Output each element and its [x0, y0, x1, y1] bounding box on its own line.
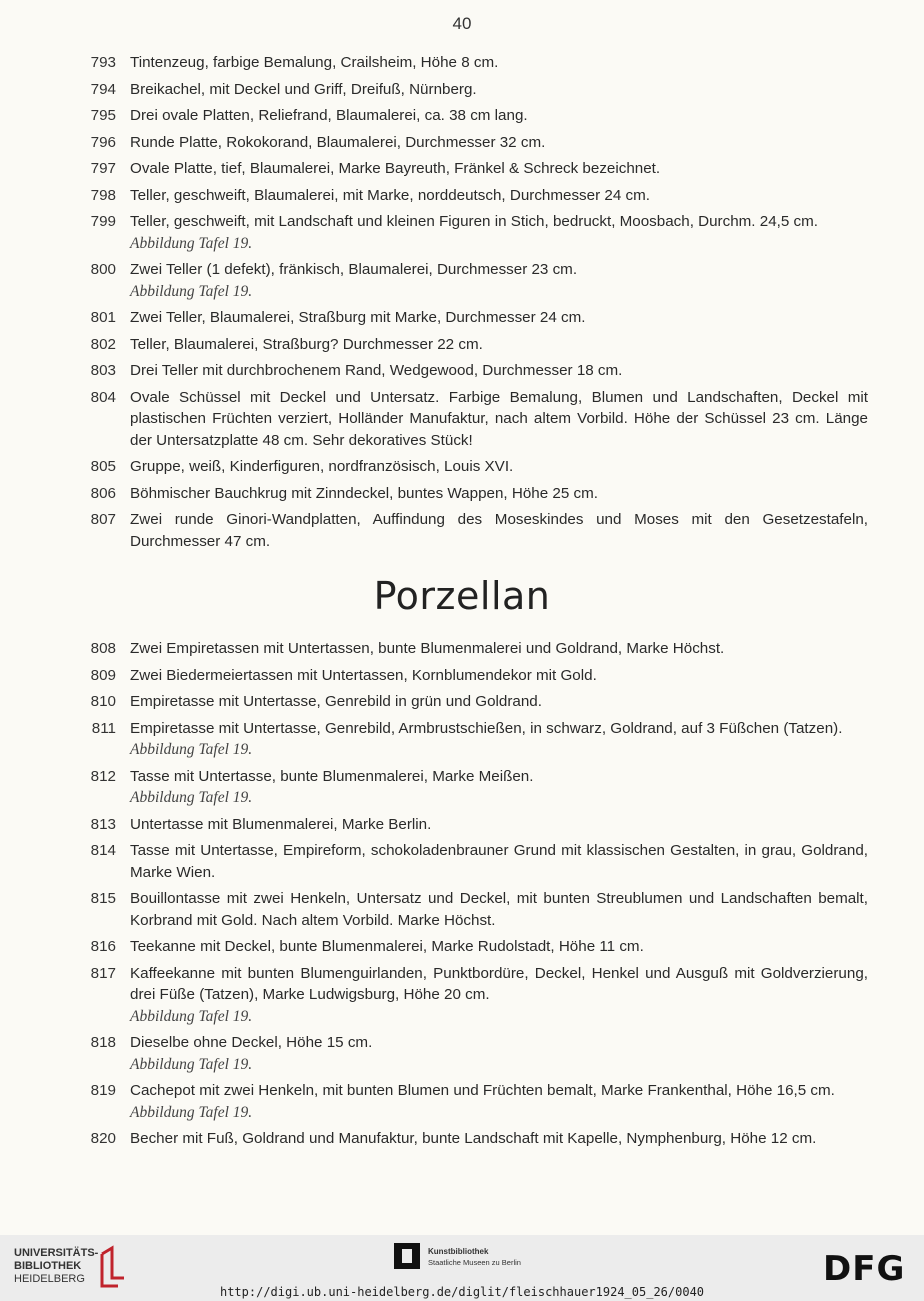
- entry-body: [130, 158, 868, 180]
- entry-plate-reference: Abbildung Tafel 19.: [130, 789, 253, 806]
- entry-description: Breikachel, mit Deckel und Griff, Dreifuß, Nürnberg.: [130, 80, 477, 98]
- catalog-entry: [0, 814, 924, 836]
- catalog-entry: [0, 132, 924, 154]
- entry-description: Zwei Teller (1 defekt), fränkisch, Blaumalerei, Durchmesser 23 cm.: [130, 261, 578, 278]
- entry-body: [130, 387, 868, 452]
- catalog-entry: [0, 456, 924, 478]
- entries-porcelain: [0, 638, 924, 1150]
- entry-number: 819: [90, 1082, 116, 1099]
- section-heading: Porzellan: [373, 574, 551, 618]
- catalog-entry: [0, 1032, 924, 1075]
- entry-number: 804: [90, 388, 116, 406]
- entry-description: Tasse mit Untertasse, Empireform, schokoladenbrauner Grund mit klassischen Gestalten, in grau, Goldrand, Marke Wien.: [130, 842, 868, 881]
- entry-plate-reference: Abbildung Tafel 19.: [130, 1007, 253, 1025]
- entry-description: Zwei runde Ginori-Wandplatten, Auffindung des Moseskindes und Moses mit den Gesetzestafeln, Durchmesser 47 cm.: [130, 511, 868, 550]
- entry-body: [130, 1128, 868, 1150]
- entry-description: Empiretasse mit Untertasse, Genrebild in grün und Goldrand.: [130, 693, 542, 710]
- entry-body: [130, 766, 868, 809]
- dfg-logo[interactable]: DFG: [823, 1249, 906, 1289]
- catalog-entry: [0, 638, 924, 660]
- entry-number: 800: [90, 261, 116, 278]
- catalog-entry: [0, 158, 924, 180]
- entry-description: Zwei Empiretassen mit Untertassen, bunte Blumenmalerei und Goldrand, Marke Höchst.: [130, 640, 725, 657]
- entry-body: [130, 334, 868, 356]
- entry-number: 799: [90, 213, 116, 230]
- entry-body: [130, 509, 868, 552]
- entry-body: [130, 691, 868, 713]
- entry-body: [130, 132, 868, 154]
- entry-number: 813: [90, 815, 116, 833]
- catalog-entry: [0, 1080, 924, 1123]
- kunstbibliothek-label: [428, 1246, 521, 1268]
- uni-logo-line: HEIDELBERG: [14, 1273, 85, 1285]
- entry-description: Ovale Schüssel mit Deckel und Untersatz. Farbige Bemalung, Blumen und Landschaften, Deckel mit plastischen Früchten verziert, Holländer Manufaktur, nach altem Vorbild. Höhe der Schüssel 23 cm. Länge der Untersatzplatte 48 cm. Sehr dekoratives Stück!: [130, 388, 868, 449]
- entry-body: [130, 211, 868, 254]
- kb-title: Kunstbibliothek: [428, 1247, 489, 1256]
- entry-description: Dieselbe ohne Deckel, Höhe 15 cm.: [130, 1034, 373, 1051]
- entry-body: [130, 1032, 868, 1075]
- catalog-entry: [0, 718, 924, 761]
- entry-body: [130, 840, 868, 883]
- entry-plate-reference: Abbildung Tafel 19.: [130, 741, 253, 758]
- entry-body: [130, 105, 868, 127]
- permalink-url[interactable]: http://digi.ub.uni-heidelberg.de/diglit/fleischhauer1924_05_26/0040: [219, 1285, 705, 1299]
- entry-description: Empiretasse mit Untertasse, Genrebild, Armbrustschießen, in schwarz, Goldrand, auf 3 Füßchen (Tatzen).: [130, 719, 843, 737]
- entries-ceramics: [0, 52, 924, 552]
- entry-number: 809: [90, 666, 116, 684]
- catalog-entry: [0, 483, 924, 505]
- entry-number: 811: [91, 719, 116, 737]
- entry-description: Gruppe, weiß, Kinderfiguren, nordfranzösisch, Louis XVI.: [130, 458, 514, 475]
- entry-body: [130, 1080, 868, 1123]
- entry-number: 803: [90, 362, 116, 379]
- entry-description: Runde Platte, Rokokorand, Blaumalerei, Durchmesser 32 cm.: [130, 133, 546, 151]
- entry-number: 812: [90, 767, 116, 785]
- entry-body: [130, 185, 868, 207]
- entry-body: [130, 888, 868, 931]
- entry-description: Böhmischer Bauchkrug mit Zinndeckel, buntes Wappen, Höhe 25 cm.: [130, 484, 598, 502]
- entry-description: Tasse mit Untertasse, bunte Blumenmalerei, Marke Meißen.: [130, 767, 534, 785]
- entry-number: 817: [90, 964, 116, 982]
- catalog-entry: [0, 840, 924, 883]
- catalog-entry: [0, 691, 924, 713]
- entry-number: 816: [90, 938, 116, 955]
- entry-number: 814: [90, 842, 116, 859]
- entry-body: [130, 814, 868, 836]
- entry-number: 805: [90, 458, 116, 475]
- catalog-entry: [0, 888, 924, 931]
- entry-body: [130, 936, 868, 958]
- entry-body: [130, 963, 868, 1028]
- catalog-entry: [0, 105, 924, 127]
- catalog-entry: [0, 360, 924, 382]
- entry-number: 807: [90, 511, 116, 528]
- catalog-entry: [0, 936, 924, 958]
- footer-bar: [0, 1235, 924, 1301]
- entry-description: Becher mit Fuß, Goldrand und Manufaktur, bunte Landschaft mit Kapelle, Nymphenburg, Höhe 12 cm.: [130, 1130, 817, 1147]
- entry-number: 795: [90, 107, 116, 124]
- entry-description: Zwei Biedermeiertassen mit Untertassen, Kornblumendekor mit Gold.: [130, 666, 597, 684]
- entry-number: 793: [90, 54, 116, 71]
- catalog-entry: [0, 52, 924, 74]
- entry-body: [130, 52, 868, 74]
- catalog-entry: [0, 766, 924, 809]
- entry-body: [130, 665, 868, 687]
- uni-logo-line: UNIVERSITÄTS-: [14, 1247, 99, 1259]
- catalog-entry: [0, 259, 924, 302]
- heidelberg-logo-icon: [98, 1244, 128, 1288]
- entry-description: Bouillontasse mit zwei Henkeln, Untersatz und Deckel, mit bunten Streublumen und Landschaften bemalt, Korbrand mit Gold. Nach altem Vorbild. Marke Höchst.: [130, 890, 868, 929]
- catalog-entry: [0, 79, 924, 101]
- entry-description: Kaffeekanne mit bunten Blumenguirlanden, Punktbordüre, Deckel, Henkel und Ausguß mit Goldverzierung, drei Füße (Tatzen), Marke Ludwigsburg, Höhe 20 cm.: [130, 964, 868, 1003]
- entry-number: 802: [90, 335, 116, 353]
- entry-body: [130, 79, 868, 101]
- entry-description: Drei Teller mit durchbrochenem Rand, Wedgewood, Durchmesser 18 cm.: [130, 362, 623, 379]
- entry-plate-reference: Abbildung Tafel 19.: [130, 1103, 253, 1121]
- entry-number: 796: [90, 133, 116, 151]
- entry-number: 808: [90, 640, 116, 657]
- catalog-entries: [0, 52, 924, 1155]
- kunstbibliothek-logo-icon: [394, 1243, 420, 1269]
- entry-description: Untertasse mit Blumenmalerei, Marke Berlin.: [130, 815, 432, 833]
- entry-body: [130, 456, 868, 478]
- catalog-entry: [0, 963, 924, 1028]
- catalog-entry: [0, 509, 924, 552]
- entry-description: Teller, geschweift, mit Landschaft und kleinen Figuren in Stich, bedruckt, Moosbach, Durchm. 24,5 cm.: [130, 213, 818, 230]
- uni-logo-line: BIBLIOTHEK: [14, 1260, 82, 1272]
- entry-body: [130, 360, 868, 382]
- entry-number: 794: [90, 80, 116, 98]
- catalog-entry: [0, 334, 924, 356]
- entry-description: Tintenzeug, farbige Bemalung, Crailsheim, Höhe 8 cm.: [130, 54, 499, 71]
- entry-description: Cachepot mit zwei Henkeln, mit bunten Blumen und Früchten bemalt, Marke Frankenthal, Höhe 16,5 cm.: [130, 1082, 835, 1099]
- entry-number: 798: [90, 186, 116, 204]
- entry-description: Drei ovale Platten, Reliefrand, Blaumalerei, ca. 38 cm lang.: [130, 107, 528, 124]
- entry-description: Teekanne mit Deckel, bunte Blumenmalerei, Marke Rudolstadt, Höhe 11 cm.: [130, 938, 644, 955]
- entry-number: 801: [90, 309, 116, 326]
- entry-number: 818: [90, 1034, 116, 1051]
- entry-description: Ovale Platte, tief, Blaumalerei, Marke Bayreuth, Fränkel & Schreck bezeichnet.: [130, 160, 661, 177]
- catalog-entry: [0, 307, 924, 329]
- catalog-entry: [0, 665, 924, 687]
- university-library-logo[interactable]: [14, 1247, 98, 1286]
- entry-body: [130, 483, 868, 505]
- entry-plate-reference: Abbildung Tafel 19.: [130, 234, 253, 252]
- catalog-entry: [0, 387, 924, 452]
- entry-body: [130, 307, 868, 329]
- entry-plate-reference: Abbildung Tafel 19.: [130, 1055, 253, 1073]
- entry-description: Zwei Teller, Blaumalerei, Straßburg mit Marke, Durchmesser 24 cm.: [130, 309, 586, 326]
- entry-number: 820: [90, 1130, 116, 1147]
- entry-body: [130, 259, 868, 302]
- entry-number: 806: [90, 484, 116, 502]
- entry-body: [130, 638, 868, 660]
- entry-body: [130, 718, 868, 761]
- entry-description: Teller, geschweift, Blaumalerei, mit Marke, norddeutsch, Durchmesser 24 cm.: [130, 186, 650, 204]
- entry-number: 815: [90, 890, 116, 907]
- kb-subtitle: Staatliche Museen zu Berlin: [428, 1258, 521, 1267]
- entry-description: Teller, Blaumalerei, Straßburg? Durchmesser 22 cm.: [130, 335, 483, 353]
- catalog-entry: [0, 211, 924, 254]
- entry-number: 810: [90, 693, 116, 710]
- catalog-entry: [0, 1128, 924, 1150]
- catalog-entry: [0, 185, 924, 207]
- entry-number: 797: [90, 160, 116, 177]
- entry-plate-reference: Abbildung Tafel 19.: [130, 282, 253, 300]
- page-number: 40: [452, 14, 472, 33]
